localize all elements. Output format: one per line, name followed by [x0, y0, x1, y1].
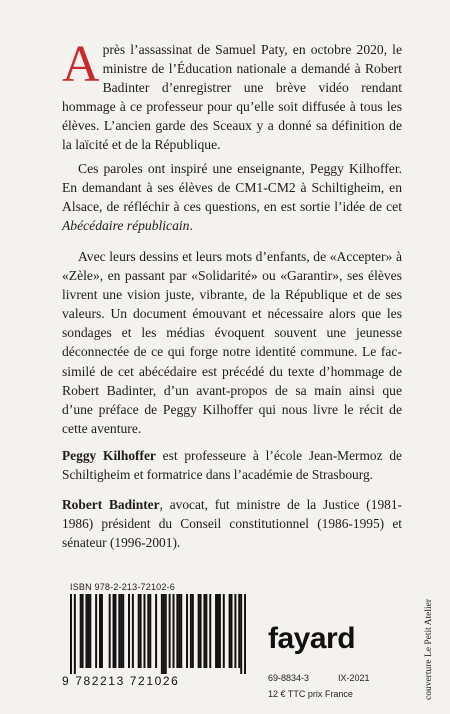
author-name-2: Robert Badinter	[62, 497, 160, 512]
author-name-1: Peggy Kilhoffer	[62, 448, 156, 463]
barcode-bars-icon	[70, 594, 246, 674]
author-bios	[62, 446, 402, 552]
barcode-number: 9 782213 721026	[62, 674, 180, 688]
blurb-paragraph-2-end: .	[189, 217, 193, 233]
blurb-paragraph-1-text: près l’assassinat de Samuel Paty, en octobre 2020, le ministre de l’Éducation nationale a demandé à Robert Badinter d’enregistrer une brève vidéo rendant hommage à ce professeur pour qu’elle soit diffusée à tous les élèves. L’ancien garde des Sceaux y a donné sa définition de la laïcité et de la République.	[62, 42, 402, 153]
reference-code: 69-8834-3	[268, 673, 310, 683]
book-title: Abécédaire républicain	[62, 217, 190, 233]
reference-date: IX-2021	[338, 673, 370, 683]
reference-line	[268, 673, 388, 683]
drop-cap: A	[62, 36, 100, 93]
blurb-paragraph-1	[62, 36, 402, 155]
author-bio-2-text: , avocat, fut ministre de la Justice (1981-1986) président du Conseil constitutionnel (1986-1995) et sénateur (1996-2001).	[62, 497, 402, 550]
price: 12 € TTC prix France	[268, 689, 353, 699]
author-bio-1-text: est professeure à l’école Jean-Mermoz de Schiltigheim et formatrice dans l’académie de Strasbourg.	[62, 448, 402, 482]
cover-credit: couverture Le Petit Atelier	[424, 598, 434, 700]
blurb	[62, 36, 402, 438]
blurb-paragraph-3: Avec leurs dessins et leurs mots d’enfants, de «Accepter» à «Zèle», en passant par «Solidarité» ou «Garantir», ses élèves livrent une vision juste, vibrante, de la République et de ses valeurs. Un document émouvant et nécessaire alors que les sondages et les médias évoquent souvent une jeunesse déconnectée de ce qui forge notre identité commune. Le fac-similé de cet abécédaire est précédé du texte d’hommage de Robert Badinter, d’un avant-propos de sa main ainsi que d’une préface de Peggy Kilhoffer qui nous livre le récit de cette aventure.	[62, 248, 402, 436]
isbn-label: ISBN 978-2-213-72102-6	[70, 582, 175, 592]
publisher-logo: fayard	[268, 622, 356, 655]
author-bio-1	[62, 446, 402, 484]
blurb-paragraph-2-text: Ces paroles ont inspiré une enseignante, Peggy Kilhoffer. En demandant à ses élèves de CM1-CM2 à Schiltigheim, en Alsace, de réfléchir à ces questions, en est sortie l’idée de cet	[62, 160, 402, 214]
barcode	[62, 594, 248, 688]
author-bio-2	[62, 495, 402, 552]
blurb-paragraph-2	[62, 159, 402, 235]
